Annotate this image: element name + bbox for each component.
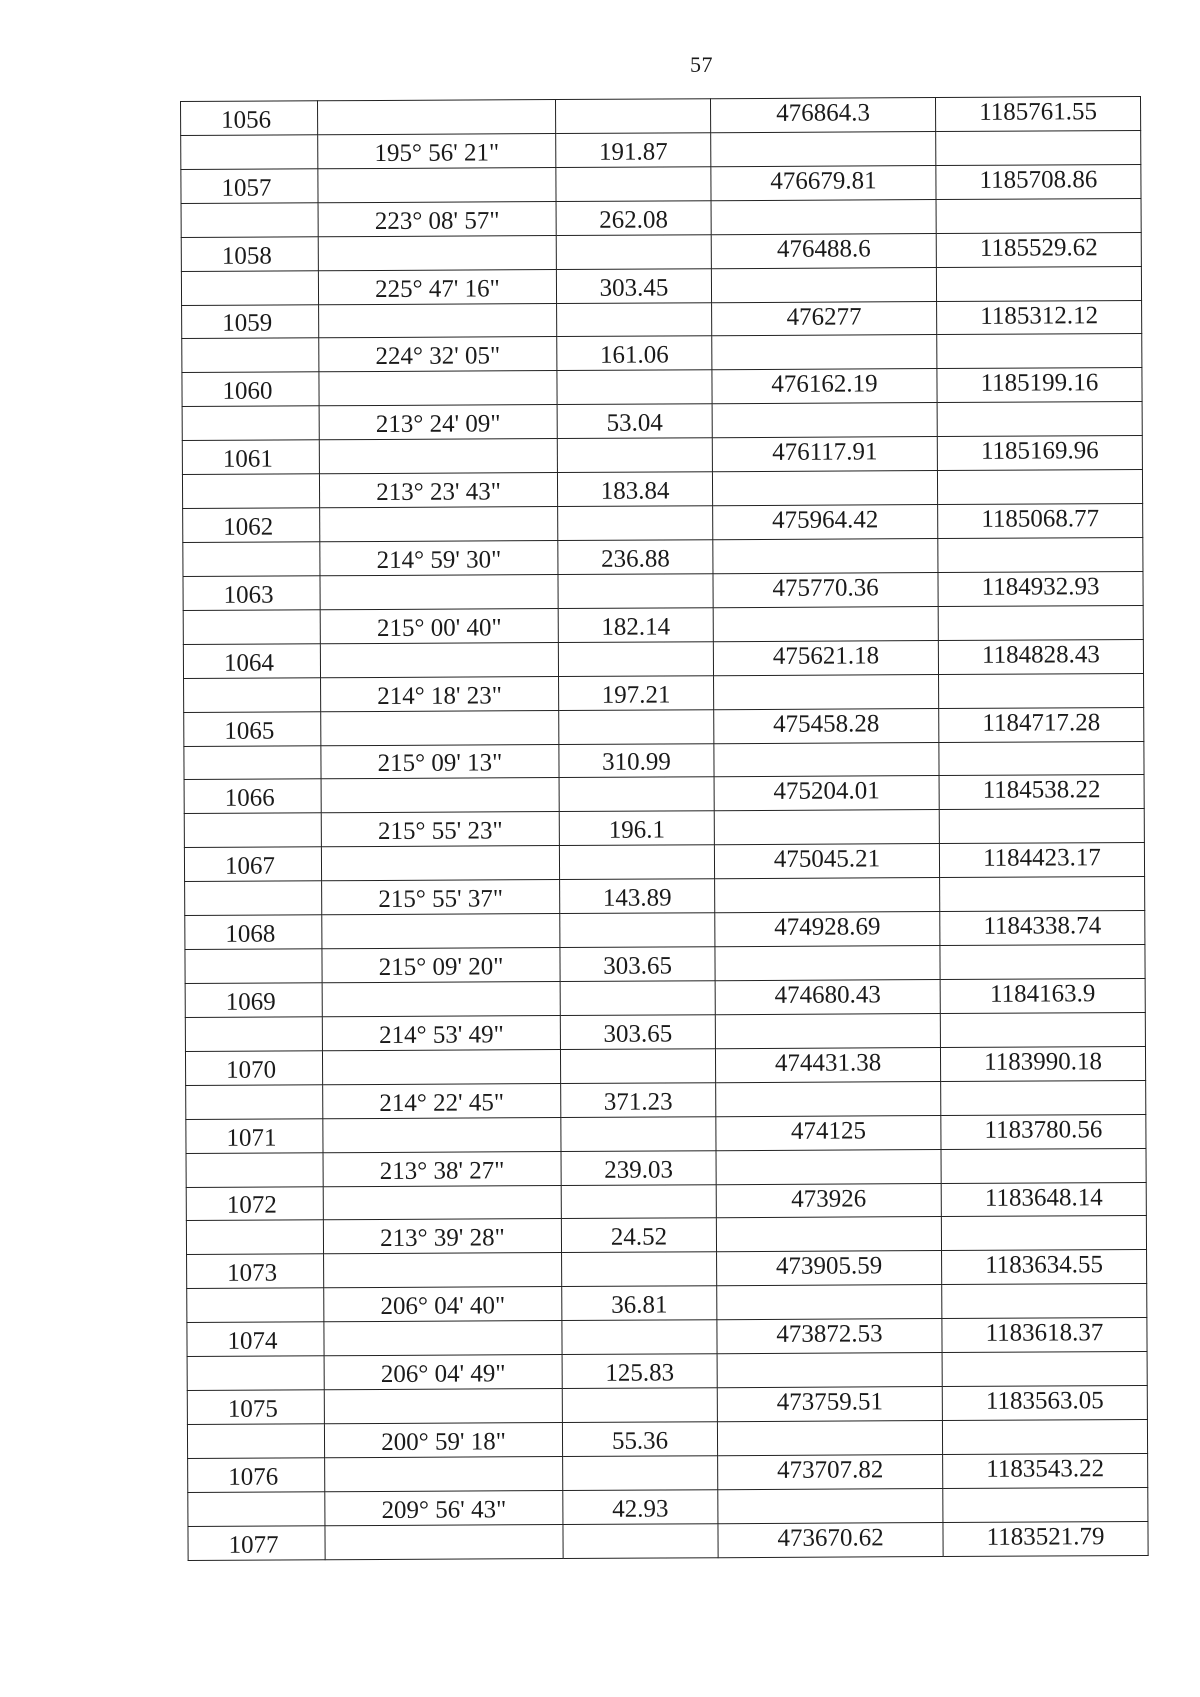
empty-easting-cell xyxy=(941,1216,1146,1251)
empty-northing-cell xyxy=(712,471,937,506)
point-number-cell: 1059 xyxy=(182,304,319,339)
bearing-cell: 213° 38' 27" xyxy=(323,1151,561,1186)
easting-cell: 1183780.56 xyxy=(941,1114,1146,1149)
empty-point-cell xyxy=(184,813,321,848)
bearing-cell: 214° 18' 23" xyxy=(321,676,559,711)
point-number-cell: 1065 xyxy=(184,711,321,746)
empty-bearing-cell xyxy=(325,1524,563,1560)
station-row xyxy=(181,164,1141,203)
distance-cell: 42.93 xyxy=(563,1490,718,1525)
bearing-cell: 200° 59' 18" xyxy=(324,1422,562,1457)
empty-easting-cell xyxy=(940,945,1145,980)
bearing-cell: 214° 59' 30" xyxy=(320,541,558,576)
empty-point-cell xyxy=(185,949,322,984)
easting-cell: 1183648.14 xyxy=(941,1182,1146,1217)
station-row xyxy=(184,775,1144,814)
empty-northing-cell xyxy=(713,606,938,641)
empty-northing-cell xyxy=(717,1420,942,1455)
empty-point-cell xyxy=(185,881,322,916)
distance-cell: 262.08 xyxy=(556,200,711,235)
empty-point-cell xyxy=(182,338,319,373)
empty-point-cell xyxy=(184,677,321,712)
empty-distance-cell xyxy=(557,438,712,473)
point-number-cell: 1056 xyxy=(181,101,318,136)
distance-cell: 303.65 xyxy=(560,1015,715,1050)
empty-distance-cell xyxy=(562,1388,717,1423)
leg-row xyxy=(183,537,1143,576)
empty-northing-cell xyxy=(714,674,939,709)
empty-easting-cell xyxy=(939,809,1144,844)
empty-point-cell xyxy=(184,745,321,780)
empty-northing-cell xyxy=(716,1081,941,1116)
empty-bearing-cell xyxy=(321,710,559,745)
empty-northing-cell xyxy=(711,199,936,234)
easting-cell: 1184338.74 xyxy=(940,911,1145,946)
bearing-cell: 215° 09' 20" xyxy=(322,948,560,983)
survey-table-body xyxy=(181,96,1149,1560)
northing-cell: 475458.28 xyxy=(714,708,939,743)
empty-easting-cell xyxy=(941,1148,1146,1183)
leg-row xyxy=(184,809,1144,848)
point-number-cell: 1073 xyxy=(187,1254,324,1289)
empty-bearing-cell xyxy=(323,1185,561,1220)
northing-cell: 473872.53 xyxy=(717,1319,942,1354)
station-row xyxy=(183,504,1143,543)
empty-distance-cell xyxy=(559,777,714,812)
empty-distance-cell xyxy=(562,1252,717,1287)
leg-row xyxy=(185,1012,1145,1051)
station-row xyxy=(186,1114,1146,1153)
empty-easting-cell xyxy=(943,1487,1148,1522)
empty-northing-cell xyxy=(718,1488,943,1523)
station-row xyxy=(185,978,1145,1017)
point-number-cell: 1063 xyxy=(183,576,320,611)
northing-cell: 475964.42 xyxy=(713,505,938,540)
bearing-cell: 206° 04' 49" xyxy=(324,1355,562,1390)
leg-row xyxy=(181,266,1141,305)
northing-cell: 475770.36 xyxy=(713,572,938,607)
distance-cell: 36.81 xyxy=(562,1286,717,1321)
point-number-cell: 1075 xyxy=(187,1390,324,1425)
easting-cell: 1185199.16 xyxy=(937,368,1142,403)
empty-point-cell xyxy=(185,1017,322,1052)
empty-northing-cell xyxy=(716,1217,941,1252)
station-row xyxy=(187,1250,1147,1289)
leg-row xyxy=(181,198,1141,237)
empty-distance-cell xyxy=(557,302,712,337)
distance-cell: 197.21 xyxy=(559,675,714,710)
easting-cell: 1183563.05 xyxy=(942,1385,1147,1420)
bearing-cell: 215° 55' 37" xyxy=(322,880,560,915)
point-number-cell: 1064 xyxy=(183,644,320,679)
distance-cell: 55.36 xyxy=(562,1422,717,1457)
northing-cell: 474125 xyxy=(716,1115,941,1150)
empty-northing-cell xyxy=(715,878,940,913)
station-row xyxy=(188,1521,1148,1560)
empty-easting-cell xyxy=(942,1284,1147,1319)
easting-cell: 1185529.62 xyxy=(936,232,1141,267)
distance-cell: 303.65 xyxy=(560,947,715,982)
easting-cell: 1185312.12 xyxy=(937,300,1142,335)
empty-bearing-cell xyxy=(322,914,560,949)
empty-northing-cell xyxy=(712,403,937,438)
point-number-cell: 1057 xyxy=(181,169,318,204)
leg-row xyxy=(185,877,1145,916)
bearing-cell: 213° 24' 09" xyxy=(319,405,557,440)
empty-distance-cell xyxy=(556,167,711,202)
empty-easting-cell xyxy=(942,1352,1147,1387)
point-number-cell: 1066 xyxy=(184,779,321,814)
empty-easting-cell xyxy=(936,198,1141,233)
northing-cell: 475621.18 xyxy=(713,640,938,675)
easting-cell: 1184538.22 xyxy=(939,775,1144,810)
northing-cell: 476117.91 xyxy=(712,437,937,472)
northing-cell: 473759.51 xyxy=(717,1387,942,1422)
empty-bearing-cell xyxy=(320,507,558,542)
empty-easting-cell xyxy=(938,605,1143,640)
bearing-cell: 215° 00' 40" xyxy=(320,608,558,643)
leg-row xyxy=(182,334,1142,373)
station-row xyxy=(182,300,1142,339)
bearing-cell: 215° 55' 23" xyxy=(321,812,559,847)
empty-bearing-cell xyxy=(323,1117,561,1152)
point-number-cell: 1062 xyxy=(183,508,320,543)
empty-distance-cell xyxy=(558,574,713,609)
station-row xyxy=(188,1453,1148,1492)
point-number-cell: 1072 xyxy=(186,1186,323,1221)
leg-row xyxy=(181,130,1141,169)
empty-distance-cell xyxy=(560,1049,715,1084)
distance-cell: 236.88 xyxy=(558,540,713,575)
distance-cell: 24.52 xyxy=(561,1218,716,1253)
empty-distance-cell xyxy=(559,709,714,744)
leg-row xyxy=(182,402,1142,441)
easting-cell: 1183543.22 xyxy=(943,1453,1148,1488)
survey-coordinates-table xyxy=(180,96,1149,1561)
northing-cell: 475204.01 xyxy=(714,776,939,811)
bearing-cell: 223° 08' 57" xyxy=(318,201,556,236)
empty-bearing-cell xyxy=(322,981,560,1016)
empty-point-cell xyxy=(187,1356,324,1391)
easting-cell: 1184828.43 xyxy=(938,639,1143,674)
empty-northing-cell xyxy=(714,810,939,845)
empty-easting-cell xyxy=(939,741,1144,776)
distance-cell: 143.89 xyxy=(560,879,715,914)
leg-row xyxy=(187,1284,1147,1323)
empty-easting-cell xyxy=(937,402,1142,437)
bearing-cell: 215° 09' 13" xyxy=(321,744,559,779)
empty-northing-cell xyxy=(717,1285,942,1320)
empty-bearing-cell xyxy=(318,167,556,202)
leg-row xyxy=(187,1419,1147,1458)
empty-distance-cell xyxy=(558,506,713,541)
empty-bearing-cell xyxy=(325,1456,563,1491)
easting-cell: 1185761.55 xyxy=(935,96,1140,131)
empty-distance-cell xyxy=(563,1456,718,1491)
station-row xyxy=(184,843,1144,882)
empty-distance-cell xyxy=(555,99,710,134)
leg-row xyxy=(184,741,1144,780)
empty-northing-cell xyxy=(716,1149,941,1184)
northing-cell: 473670.62 xyxy=(718,1522,943,1557)
empty-northing-cell xyxy=(715,946,940,981)
station-row xyxy=(182,368,1142,407)
easting-cell: 1183990.18 xyxy=(940,1046,1145,1081)
northing-cell: 474680.43 xyxy=(715,980,940,1015)
distance-cell: 371.23 xyxy=(561,1082,716,1117)
empty-point-cell xyxy=(181,135,318,170)
empty-bearing-cell xyxy=(324,1389,562,1424)
bearing-cell: 214° 22' 45" xyxy=(323,1083,561,1118)
point-number-cell: 1070 xyxy=(185,1051,322,1086)
empty-bearing-cell xyxy=(319,371,557,406)
empty-bearing-cell xyxy=(319,303,557,338)
empty-point-cell xyxy=(182,474,319,509)
empty-northing-cell xyxy=(711,131,936,166)
empty-bearing-cell xyxy=(321,778,559,813)
easting-cell: 1185708.86 xyxy=(936,164,1141,199)
empty-distance-cell xyxy=(556,234,711,269)
empty-bearing-cell xyxy=(324,1253,562,1288)
empty-bearing-cell xyxy=(321,846,559,881)
northing-cell: 476162.19 xyxy=(712,369,937,404)
empty-distance-cell xyxy=(559,845,714,880)
point-number-cell: 1074 xyxy=(187,1322,324,1357)
empty-point-cell xyxy=(187,1424,324,1459)
bearing-cell: 206° 04' 40" xyxy=(324,1287,562,1322)
empty-easting-cell xyxy=(940,1012,1145,1047)
northing-cell: 473926 xyxy=(716,1183,941,1218)
easting-cell: 1183521.79 xyxy=(943,1521,1148,1556)
empty-point-cell xyxy=(183,610,320,645)
leg-row xyxy=(186,1080,1146,1119)
empty-bearing-cell xyxy=(318,235,556,270)
point-number-cell: 1076 xyxy=(188,1458,325,1493)
empty-bearing-cell xyxy=(318,100,556,135)
empty-point-cell xyxy=(181,203,318,238)
empty-easting-cell xyxy=(937,334,1142,369)
distance-cell: 310.99 xyxy=(559,743,714,778)
distance-cell: 239.03 xyxy=(561,1150,716,1185)
empty-distance-cell xyxy=(563,1523,718,1558)
leg-row xyxy=(185,945,1145,984)
page-number: 57 xyxy=(690,52,713,77)
bearing-cell: 224° 32' 05" xyxy=(319,337,557,372)
bearing-cell: 225° 47' 16" xyxy=(318,269,556,304)
northing-cell: 473905.59 xyxy=(717,1251,942,1286)
empty-point-cell xyxy=(186,1152,323,1187)
empty-bearing-cell xyxy=(322,1049,560,1084)
station-row xyxy=(182,436,1142,475)
northing-cell: 476488.6 xyxy=(711,233,936,268)
bearing-cell: 209° 56' 43" xyxy=(325,1490,563,1525)
bearing-cell: 214° 53' 49" xyxy=(322,1015,560,1050)
empty-easting-cell xyxy=(940,877,1145,912)
empty-easting-cell xyxy=(941,1080,1146,1115)
point-number-cell: 1069 xyxy=(185,983,322,1018)
easting-cell: 1183634.55 xyxy=(942,1250,1147,1285)
easting-cell: 1184163.9 xyxy=(940,978,1145,1013)
empty-northing-cell xyxy=(711,267,936,302)
empty-distance-cell xyxy=(558,641,713,676)
northing-cell: 476277 xyxy=(712,301,937,336)
empty-point-cell xyxy=(181,270,318,305)
northing-cell: 476679.81 xyxy=(711,165,936,200)
distance-cell: 303.45 xyxy=(556,268,711,303)
point-number-cell: 1068 xyxy=(185,915,322,950)
distance-cell: 182.14 xyxy=(558,608,713,643)
station-row xyxy=(183,639,1143,678)
point-number-cell: 1067 xyxy=(184,847,321,882)
point-number-cell: 1058 xyxy=(181,236,318,271)
leg-row xyxy=(182,470,1142,509)
empty-point-cell xyxy=(188,1492,325,1527)
empty-northing-cell xyxy=(717,1353,942,1388)
distance-cell: 191.87 xyxy=(556,133,711,168)
bearing-cell: 213° 39' 28" xyxy=(323,1219,561,1254)
empty-bearing-cell xyxy=(319,439,557,474)
northing-cell: 474431.38 xyxy=(715,1047,940,1082)
empty-distance-cell xyxy=(560,913,715,948)
leg-row xyxy=(183,605,1143,644)
station-row xyxy=(184,707,1144,746)
empty-point-cell xyxy=(183,542,320,577)
distance-cell: 196.1 xyxy=(559,811,714,846)
empty-distance-cell xyxy=(560,981,715,1016)
point-number-cell: 1077 xyxy=(188,1525,325,1560)
distance-cell: 183.84 xyxy=(557,472,712,507)
northing-cell: 474928.69 xyxy=(715,912,940,947)
empty-northing-cell xyxy=(714,742,939,777)
easting-cell: 1184423.17 xyxy=(939,843,1144,878)
bearing-cell: 213° 23' 43" xyxy=(319,473,557,508)
easting-cell: 1184717.28 xyxy=(939,707,1144,742)
empty-distance-cell xyxy=(561,1184,716,1219)
station-row xyxy=(187,1318,1147,1357)
easting-cell: 1185068.77 xyxy=(938,504,1143,539)
leg-row xyxy=(186,1148,1146,1187)
point-number-cell: 1060 xyxy=(182,372,319,407)
station-row xyxy=(187,1385,1147,1424)
point-number-cell: 1061 xyxy=(182,440,319,475)
northing-cell: 476864.3 xyxy=(710,98,935,133)
empty-northing-cell xyxy=(715,1013,940,1048)
empty-distance-cell xyxy=(561,1116,716,1151)
empty-bearing-cell xyxy=(324,1321,562,1356)
northing-cell: 473707.82 xyxy=(718,1454,943,1489)
empty-point-cell xyxy=(182,406,319,441)
empty-bearing-cell xyxy=(320,574,558,609)
station-row xyxy=(181,232,1141,271)
leg-row xyxy=(188,1487,1148,1526)
empty-distance-cell xyxy=(562,1320,717,1355)
empty-easting-cell xyxy=(936,266,1141,301)
northing-cell: 475045.21 xyxy=(714,844,939,879)
station-row xyxy=(181,96,1141,135)
easting-cell: 1185169.96 xyxy=(937,436,1142,471)
empty-easting-cell xyxy=(938,537,1143,572)
bearing-cell: 195° 56' 21" xyxy=(318,133,556,168)
empty-northing-cell xyxy=(713,539,938,574)
empty-northing-cell xyxy=(712,335,937,370)
leg-row xyxy=(186,1216,1146,1255)
empty-easting-cell xyxy=(936,130,1141,165)
easting-cell: 1183618.37 xyxy=(942,1318,1147,1353)
station-row xyxy=(183,571,1143,610)
distance-cell: 125.83 xyxy=(562,1354,717,1389)
point-number-cell: 1071 xyxy=(186,1118,323,1153)
leg-row xyxy=(187,1352,1147,1391)
station-row xyxy=(185,1046,1145,1085)
empty-distance-cell xyxy=(557,370,712,405)
empty-point-cell xyxy=(187,1288,324,1323)
distance-cell: 53.04 xyxy=(557,404,712,439)
distance-cell: 161.06 xyxy=(557,336,712,371)
empty-bearing-cell xyxy=(320,642,558,677)
empty-point-cell xyxy=(186,1220,323,1255)
empty-easting-cell xyxy=(937,470,1142,505)
empty-easting-cell xyxy=(939,673,1144,708)
easting-cell: 1184932.93 xyxy=(938,571,1143,606)
station-row xyxy=(186,1182,1146,1221)
empty-point-cell xyxy=(186,1085,323,1120)
leg-row xyxy=(184,673,1144,712)
empty-easting-cell xyxy=(942,1419,1147,1454)
station-row xyxy=(185,911,1145,950)
